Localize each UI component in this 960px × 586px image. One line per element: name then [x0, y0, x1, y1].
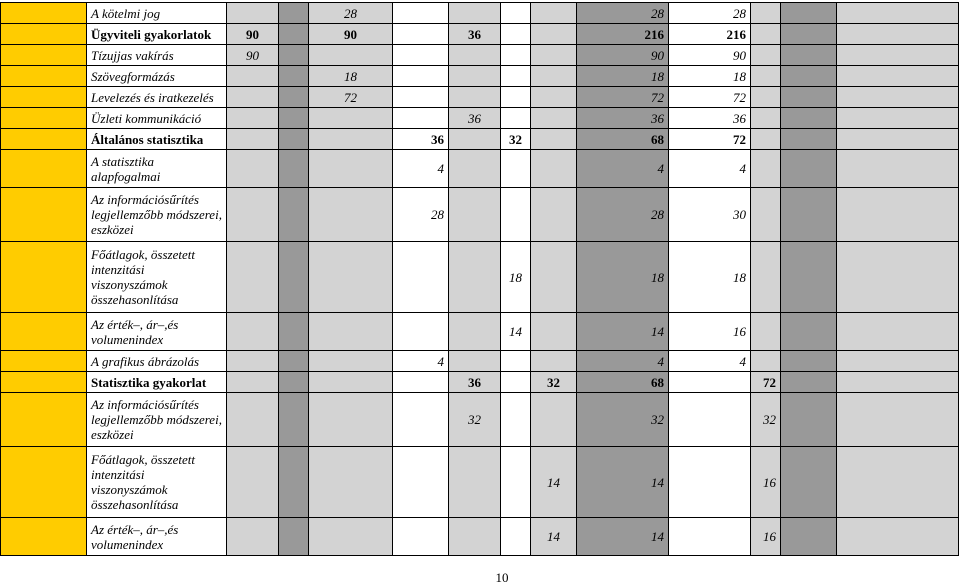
hours-cell — [501, 150, 531, 188]
table-row — [1, 313, 959, 351]
hours-cell: 14 — [531, 518, 577, 556]
hours-cell — [837, 393, 959, 447]
hours-cell — [279, 87, 309, 108]
hours-cell — [449, 188, 501, 242]
hours-cell — [393, 3, 449, 24]
hours-cell — [449, 45, 501, 66]
hours-cell — [501, 3, 531, 24]
hours-cell — [279, 372, 309, 393]
hours-table — [0, 2, 959, 556]
subject-label: Szövegformázás — [87, 66, 227, 87]
hours-cell — [393, 87, 449, 108]
hours-cell — [781, 313, 837, 351]
hours-cell: 72 — [309, 87, 393, 108]
table-row — [1, 129, 959, 150]
hours-cell — [501, 351, 531, 372]
hours-cell — [501, 45, 531, 66]
hours-cell — [751, 87, 781, 108]
hours-cell — [837, 313, 959, 351]
hours-cell: 68 — [577, 129, 669, 150]
hours-cell: 4 — [577, 150, 669, 188]
subject-label: A grafikus ábrázolás — [87, 351, 227, 372]
table-row — [1, 24, 959, 45]
hours-cell — [227, 66, 279, 87]
yellow-marker-cell — [1, 313, 87, 351]
hours-cell — [309, 447, 393, 518]
hours-cell — [751, 3, 781, 24]
hours-cell — [531, 24, 577, 45]
hours-cell — [837, 66, 959, 87]
hours-cell — [227, 242, 279, 313]
hours-cell — [781, 351, 837, 372]
hours-cell: 28 — [669, 3, 751, 24]
hours-cell: 90 — [577, 45, 669, 66]
hours-cell: 32 — [531, 372, 577, 393]
hours-cell — [309, 242, 393, 313]
hours-cell — [837, 45, 959, 66]
hours-cell: 30 — [669, 188, 751, 242]
yellow-marker-cell — [1, 108, 87, 129]
hours-cell: 16 — [751, 518, 781, 556]
hours-cell — [531, 313, 577, 351]
hours-cell — [279, 188, 309, 242]
table-row — [1, 108, 959, 129]
hours-cell: 72 — [669, 87, 751, 108]
hours-cell: 36 — [449, 372, 501, 393]
hours-cell — [531, 3, 577, 24]
hours-cell — [837, 108, 959, 129]
hours-cell: 4 — [393, 150, 449, 188]
hours-cell — [837, 129, 959, 150]
hours-cell — [227, 351, 279, 372]
hours-cell: 28 — [577, 3, 669, 24]
hours-cell: 216 — [577, 24, 669, 45]
hours-cell — [501, 393, 531, 447]
hours-cell — [279, 24, 309, 45]
subject-label: Főátlagok, összetett intenzitási viszonyszámok összehasonlítása — [87, 242, 227, 313]
yellow-marker-cell — [1, 447, 87, 518]
hours-cell — [781, 45, 837, 66]
hours-cell — [309, 351, 393, 372]
hours-cell — [279, 108, 309, 129]
hours-cell — [531, 188, 577, 242]
table-row — [1, 150, 959, 188]
hours-cell — [393, 108, 449, 129]
hours-cell — [781, 24, 837, 45]
hours-cell — [751, 45, 781, 66]
hours-cell — [227, 108, 279, 129]
hours-cell: 16 — [751, 447, 781, 518]
yellow-marker-cell — [1, 393, 87, 447]
hours-cell — [449, 129, 501, 150]
hours-cell — [837, 24, 959, 45]
page-number: 10 — [495, 570, 509, 585]
hours-cell — [531, 393, 577, 447]
yellow-marker-cell — [1, 188, 87, 242]
yellow-marker-cell — [1, 518, 87, 556]
table-row — [1, 372, 959, 393]
hours-cell — [669, 447, 751, 518]
hours-cell: 28 — [393, 188, 449, 242]
hours-cell: 4 — [669, 150, 751, 188]
hours-cell — [449, 66, 501, 87]
hours-cell — [309, 372, 393, 393]
hours-cell — [531, 66, 577, 87]
hours-cell — [669, 372, 751, 393]
hours-cell — [309, 393, 393, 447]
hours-cell: 4 — [393, 351, 449, 372]
hours-cell — [781, 393, 837, 447]
table-row — [1, 87, 959, 108]
hours-cell: 90 — [227, 45, 279, 66]
yellow-marker-cell — [1, 66, 87, 87]
hours-cell — [279, 351, 309, 372]
hours-cell — [393, 45, 449, 66]
hours-cell: 4 — [577, 351, 669, 372]
hours-cell — [751, 24, 781, 45]
hours-cell — [781, 87, 837, 108]
subject-label: Az érték–, ár–,és volumenindex — [87, 313, 227, 351]
subject-label: Statisztika gyakorlat — [87, 372, 227, 393]
hours-cell: 68 — [577, 372, 669, 393]
hours-cell — [227, 372, 279, 393]
hours-cell — [393, 372, 449, 393]
hours-cell — [501, 66, 531, 87]
yellow-marker-cell — [1, 87, 87, 108]
hours-cell: 18 — [669, 66, 751, 87]
yellow-marker-cell — [1, 150, 87, 188]
hours-cell — [279, 66, 309, 87]
hours-cell: 18 — [577, 66, 669, 87]
hours-cell — [449, 351, 501, 372]
subject-label: Az információsűrítés legjellemzőbb módszerei, eszközei — [87, 188, 227, 242]
hours-cell: 14 — [531, 447, 577, 518]
hours-cell: 14 — [501, 313, 531, 351]
subject-label: Levelezés és iratkezelés — [87, 87, 227, 108]
hours-cell: 14 — [577, 313, 669, 351]
hours-cell — [781, 150, 837, 188]
hours-cell — [309, 188, 393, 242]
hours-cell — [449, 447, 501, 518]
hours-cell — [837, 372, 959, 393]
hours-cell — [227, 447, 279, 518]
hours-cell — [669, 518, 751, 556]
hours-cell — [501, 87, 531, 108]
hours-cell — [393, 24, 449, 45]
hours-cell — [393, 518, 449, 556]
hours-cell — [227, 150, 279, 188]
hours-cell — [279, 518, 309, 556]
table-row — [1, 45, 959, 66]
table-row — [1, 351, 959, 372]
hours-cell — [531, 150, 577, 188]
hours-cell — [531, 45, 577, 66]
table-row — [1, 66, 959, 87]
hours-cell — [279, 3, 309, 24]
hours-cell: 18 — [669, 242, 751, 313]
hours-cell — [501, 108, 531, 129]
hours-cell — [531, 108, 577, 129]
subject-label: Főátlagok, összetett intenzitási viszonyszámok összehasonlítása — [87, 447, 227, 518]
subject-label: A statisztika alapfogalmai — [87, 150, 227, 188]
hours-cell — [279, 242, 309, 313]
hours-cell — [309, 313, 393, 351]
hours-cell — [781, 3, 837, 24]
hours-cell — [227, 393, 279, 447]
hours-cell — [393, 66, 449, 87]
hours-cell — [751, 129, 781, 150]
hours-cell — [531, 351, 577, 372]
hours-cell — [449, 518, 501, 556]
hours-cell — [227, 87, 279, 108]
hours-cell — [751, 188, 781, 242]
hours-cell: 14 — [577, 518, 669, 556]
hours-cell — [781, 242, 837, 313]
hours-cell — [449, 150, 501, 188]
hours-cell — [501, 188, 531, 242]
yellow-marker-cell — [1, 372, 87, 393]
hours-cell — [279, 313, 309, 351]
hours-cell: 90 — [669, 45, 751, 66]
hours-cell — [781, 66, 837, 87]
hours-cell — [309, 108, 393, 129]
hours-cell: 36 — [669, 108, 751, 129]
yellow-marker-cell — [1, 242, 87, 313]
hours-cell — [531, 242, 577, 313]
hours-cell — [227, 313, 279, 351]
table-body — [1, 3, 959, 556]
table-row — [1, 3, 959, 24]
hours-cell — [449, 313, 501, 351]
hours-cell — [309, 150, 393, 188]
subject-label: Tízujjas vakírás — [87, 45, 227, 66]
yellow-marker-cell — [1, 45, 87, 66]
hours-cell — [393, 447, 449, 518]
table-row — [1, 393, 959, 447]
hours-cell: 216 — [669, 24, 751, 45]
yellow-marker-cell — [1, 3, 87, 24]
hours-cell — [501, 447, 531, 518]
hours-cell — [309, 45, 393, 66]
hours-cell: 90 — [309, 24, 393, 45]
hours-cell — [227, 3, 279, 24]
hours-cell: 14 — [577, 447, 669, 518]
hours-cell — [837, 242, 959, 313]
yellow-marker-cell — [1, 24, 87, 45]
hours-cell: 28 — [309, 3, 393, 24]
hours-cell — [751, 150, 781, 188]
hours-cell: 72 — [577, 87, 669, 108]
hours-cell — [279, 150, 309, 188]
hours-cell — [531, 87, 577, 108]
hours-cell — [751, 242, 781, 313]
subject-label: Az információsűrítés legjellemzőbb módszerei, eszközei — [87, 393, 227, 447]
hours-cell: 32 — [751, 393, 781, 447]
hours-cell — [781, 447, 837, 518]
subject-label: A kötelmi jog — [87, 3, 227, 24]
hours-cell — [279, 129, 309, 150]
hours-cell — [393, 393, 449, 447]
hours-cell — [449, 242, 501, 313]
hours-cell — [279, 393, 309, 447]
hours-cell — [227, 518, 279, 556]
subject-label: Üzleti kommunikáció — [87, 108, 227, 129]
hours-cell — [449, 3, 501, 24]
hours-cell — [781, 372, 837, 393]
hours-cell — [781, 518, 837, 556]
hours-cell — [837, 188, 959, 242]
subject-label: Ügyviteli gyakorlatok — [87, 24, 227, 45]
yellow-marker-cell — [1, 351, 87, 372]
hours-cell — [751, 313, 781, 351]
hours-cell — [227, 188, 279, 242]
hours-cell: 36 — [577, 108, 669, 129]
hours-cell — [279, 447, 309, 518]
subject-label: Általános statisztika — [87, 129, 227, 150]
hours-cell — [279, 45, 309, 66]
hours-cell: 16 — [669, 313, 751, 351]
hours-cell: 36 — [449, 24, 501, 45]
hours-cell — [309, 129, 393, 150]
hours-cell — [751, 66, 781, 87]
hours-cell: 32 — [501, 129, 531, 150]
hours-cell: 72 — [669, 129, 751, 150]
hours-cell — [781, 188, 837, 242]
hours-cell — [309, 518, 393, 556]
table-row — [1, 188, 959, 242]
hours-cell: 18 — [577, 242, 669, 313]
hours-cell — [501, 518, 531, 556]
hours-cell: 32 — [577, 393, 669, 447]
hours-cell: 18 — [309, 66, 393, 87]
hours-cell — [501, 24, 531, 45]
hours-cell — [669, 393, 751, 447]
hours-cell: 32 — [449, 393, 501, 447]
hours-cell: 4 — [669, 351, 751, 372]
yellow-marker-cell — [1, 129, 87, 150]
hours-cell — [837, 150, 959, 188]
hours-cell — [227, 129, 279, 150]
hours-cell: 28 — [577, 188, 669, 242]
hours-cell — [837, 518, 959, 556]
table-row — [1, 242, 959, 313]
hours-cell — [751, 351, 781, 372]
hours-cell — [837, 447, 959, 518]
hours-cell: 90 — [227, 24, 279, 45]
hours-cell — [501, 372, 531, 393]
hours-cell: 36 — [449, 108, 501, 129]
hours-cell: 72 — [751, 372, 781, 393]
hours-cell — [449, 87, 501, 108]
hours-cell — [837, 351, 959, 372]
hours-cell — [781, 129, 837, 150]
table-row — [1, 447, 959, 518]
hours-cell — [837, 3, 959, 24]
hours-cell — [837, 87, 959, 108]
hours-cell — [751, 108, 781, 129]
subject-label: Az érték–, ár–,és volumenindex — [87, 518, 227, 556]
hours-cell — [531, 129, 577, 150]
hours-cell — [393, 313, 449, 351]
hours-cell: 36 — [393, 129, 449, 150]
table-row — [1, 518, 959, 556]
hours-cell: 18 — [501, 242, 531, 313]
hours-cell — [781, 108, 837, 129]
curriculum-table-page — [0, 2, 958, 585]
hours-cell — [393, 242, 449, 313]
